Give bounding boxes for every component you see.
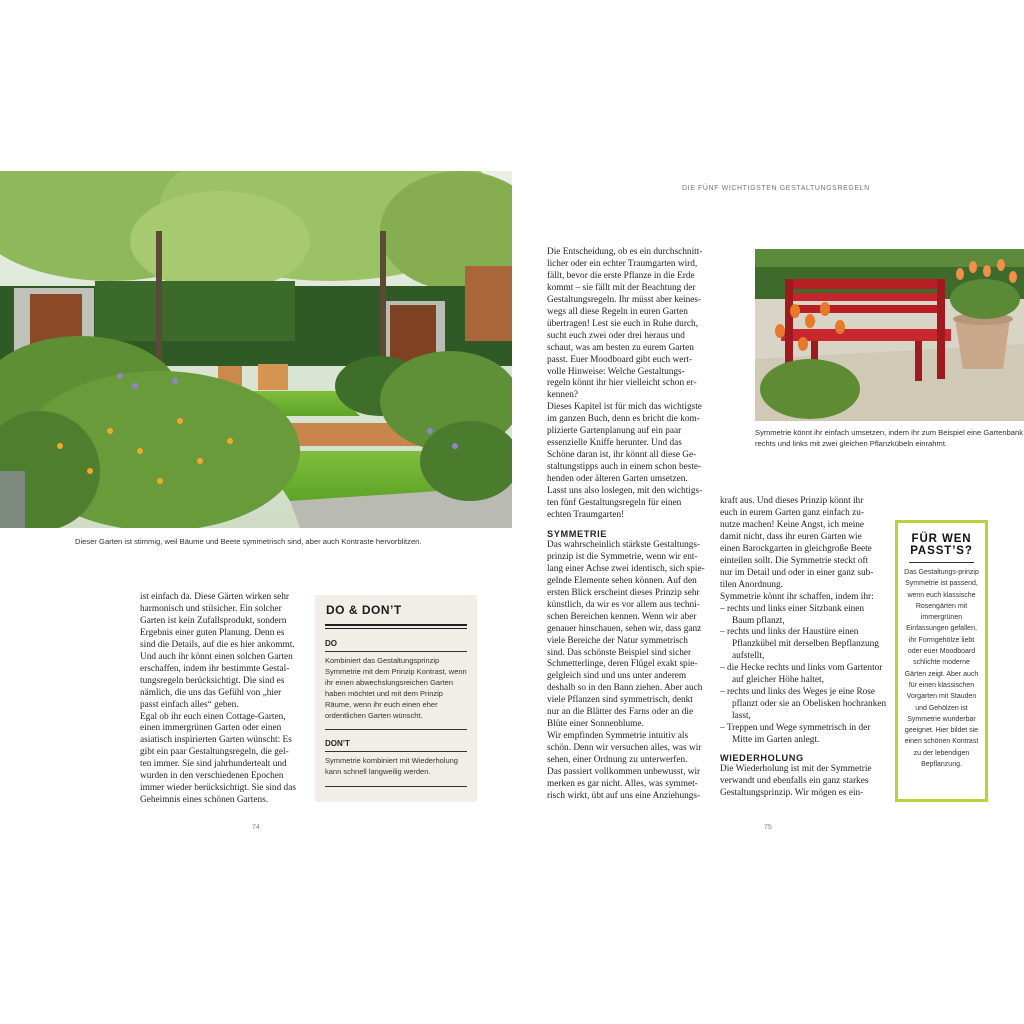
text-line: künstlich, da wir es vor allem aus techni-: [547, 599, 700, 610]
text-line: gibt ein paar Gestaltungsregeln, die gel-: [140, 747, 289, 758]
text-line: einen immergrünen Garten oder einen: [140, 723, 282, 734]
text-line: kennen?: [547, 390, 578, 401]
text-line: sind. Das schönste Beispiel sind sicher: [547, 647, 692, 658]
divider: [325, 628, 467, 629]
text-line: kommt – sie fällt mit der Beachtung der: [547, 282, 696, 293]
text-line: asiatisch inspirierten Garten wünscht: Es: [140, 735, 292, 746]
text-line: risch wirkt, übt auf uns eine Anziehungs-: [547, 790, 701, 801]
text-line: Die Entscheidung, ob es ein durchschnitt-: [547, 247, 703, 257]
text-line: volle Hinweise: Welche Gestaltungs-: [547, 366, 685, 377]
do-label: DO: [325, 639, 337, 648]
text-line: übertragen! Lest sie euch in Ruhe durch,: [547, 318, 699, 329]
fuer-wen-title-1: FÜR WEN: [911, 533, 972, 545]
left-body-text: [140, 592, 305, 807]
text-line: gelnde Elemente sehen können. Auf den: [547, 575, 697, 586]
page-number-right: 75: [764, 824, 772, 831]
text-line: fällt, bevor die erste Pflanze in die Erde: [547, 270, 695, 281]
text-line: kraft aus. Und dieses Prinzip könnt ihr: [720, 496, 864, 506]
text-line: nämlich, die uns das Gefühl von „hier: [140, 687, 282, 698]
text-line: ist einfach da. Diese Gärten wirken sehr: [140, 592, 289, 602]
text-line: damit nicht, dass ihr euren Garten wie: [720, 531, 862, 542]
do-dont-box: [315, 595, 477, 802]
photo-caption-left: Dieser Garten ist stimmig, weil Bäume und Beete symmetrisch sind, aber auch Kontraste hervorblitzen.: [75, 537, 422, 546]
text-line: Das wahrscheinlich stärkste Gestaltungs-: [547, 539, 701, 550]
divider: [909, 562, 974, 563]
list-item: – Treppen und Wege symmetrisch in der Mitte im Garten anlegt.: [720, 723, 887, 747]
list-item: – die Hecke rechts und links vom Gartentor auf gleicher Höhe haltet,: [720, 663, 887, 687]
text-line: Die Wiederholung ist mit der Symmetrie: [720, 764, 872, 775]
text-line: Schöne daran ist, ihr könnt all diese Ge-: [547, 450, 697, 461]
divider: [325, 651, 467, 652]
text-line: schaut, was am besten zu eurem Garten: [547, 342, 694, 353]
text-line: ten fünf Gestaltungsregeln für einen: [547, 498, 682, 509]
text-line: sucht euch zwei oder drei heraus und: [547, 330, 685, 341]
text-line: Ergebnis einer guten Planung. Denn es: [140, 627, 285, 638]
text-line: staltungstipps auch in einem schon beste-: [547, 462, 702, 473]
text-line: deshalb so in den Bann ziehen. Aber auch: [547, 683, 703, 694]
text-line: plizierte Gartenplanung auf ein paar: [547, 426, 682, 437]
text-line: Symmetrie könnt ihr schaffen, indem ihr:: [720, 591, 874, 602]
text-line: prinzip ist die Symmetrie, wenn wir ent-: [547, 551, 698, 562]
text-line: Dieses Kapitel ist für mich das wichtigste: [547, 402, 702, 413]
text-line: sehen, einer Ordnung zu unterwerfen.: [547, 755, 688, 766]
text-line: Gestaltungsregeln. Ihr müsst aber keines-: [547, 294, 702, 305]
text-line: merken es gar nicht. Alles, was symmet-: [547, 778, 698, 789]
text-line: immer wieder berücksichtigt. Sie sind das: [140, 783, 296, 794]
text-line: wurden in den verschiedenen Epochen: [140, 771, 284, 782]
text-line: erschaffen, indem ihr bestimmte Gestal-: [140, 663, 290, 674]
text-line: echten Traumgarten!: [547, 509, 625, 520]
text-line: nur im Detail und oder in einer ganz sub-: [720, 567, 874, 578]
fuer-wen-title-2: PASST’S?: [910, 545, 973, 557]
text-line: einen Barockgarten in gleichgroße Beete: [720, 543, 872, 554]
text-line: Lasst uns also loslegen, mit den wichtigs-: [547, 486, 703, 497]
text-line: schen Bereichen kennen. Wenn wir aber: [547, 611, 697, 622]
text-line: passt. Euer Moodboard gibt euch wert-: [547, 354, 693, 365]
text-line: sind die Details, auf die es hier ankommt.: [140, 639, 295, 650]
divider: [325, 729, 467, 730]
text-line: wegs all diese Regeln in euren Garten: [547, 306, 688, 317]
text-line: essenzielle Kniffe herunter. Und das: [547, 438, 682, 449]
dont-label: DON’T: [325, 739, 350, 749]
text-line: henden oder älteren Garten umsetzen.: [547, 474, 688, 485]
text-line: im ganzen Buch, denn es bricht die kom-: [547, 414, 700, 425]
text-line: Geheimnis eines schönen Gartens.: [140, 795, 269, 806]
page-number-left: 74: [252, 824, 260, 831]
text-line: viele Pflanzen sind symmetrisch, denkt: [547, 695, 693, 706]
text-line: ten immer. Sie sind jahrhundertealt und: [140, 759, 287, 770]
do-text: Kombiniert das Gestaltungsprinzip Symmetrie mit dem Prinzip Kontrast, wenn ihr einen abwechslungsreichen Garten haben möchtet und mit dem Prinzip Räume, wenn ihr euch einen eher ordentlichen Garten wünscht.: [325, 656, 467, 720]
fuer-wen-box: [895, 520, 988, 802]
text-line: Gestaltungsprinzip. Wir mögen es ein-: [720, 787, 864, 798]
list-item: – rechts und links einer Sitzbank einen Baum pflanzt,: [720, 604, 887, 628]
text-line: regeln könnt ihr hier vielleicht schon er-: [547, 378, 697, 389]
text-line: nur an die Blätter des Farns oder an die: [547, 707, 694, 718]
divider: [325, 786, 467, 787]
text-line: Schmetterlinge, deren Flügel exakt spie-: [547, 659, 698, 670]
dont-text: Symmetrie kombiniert mit Wiederholung kann schnell langweilig werden.: [325, 756, 458, 777]
divider: [325, 751, 467, 752]
text-line: Und auch ihr könnt einen solchen Garten: [140, 651, 293, 662]
heading-wiederholung: WIEDERHOLUNG: [720, 753, 804, 764]
text-line: nutze machen! Keine Angst, ich meine: [720, 519, 865, 530]
text-line: Das passiert vollkommen unbewusst, wir: [547, 767, 701, 778]
symmetry-list: [720, 604, 887, 747]
text-line: gelgleich sind und uns unter anderem: [547, 671, 687, 682]
do-dont-title: DO & DON’T: [326, 603, 402, 617]
text-line: licher oder ein echter Traumgarten wird,: [547, 258, 698, 269]
text-line: harmonisch und stilsicher. Ein solcher: [140, 603, 282, 614]
text-line: Egal ob ihr euch einen Cottage-Garten,: [140, 711, 286, 722]
text-line: ersten Blick erscheint dieses Prinzip sehr: [547, 587, 700, 598]
text-line: Garten ist kein Zufallsprodukt, sondern: [140, 615, 287, 626]
text-line: schön. Denn wir versuchen alles, was wir: [547, 743, 702, 754]
bench-photo: [755, 249, 1024, 421]
garden-photo: [0, 171, 512, 528]
text-line: genauer hinschauen, sehen wir, dass ganz: [547, 623, 702, 634]
text-line: verwandt und ebenfalls ein ganz starkes: [720, 775, 869, 786]
fuer-wen-text: Das Gestaltungs-prinzip Symmetrie ist passend, wenn euch klassische Rosengärten mit immergrünen Einfassungen gefallen, ihr Formgehölze liebt oder euer Moodboard schlichte moderne Gärten zeigt. Aber auch für einen klassischen Vorgarten mit Stauden und Gehölzen ist Symmetrie wunderbar geeignet. Hier bildet sie einen schönen Kontrast zu der lebendigen Bepflanzung.: [904, 569, 979, 769]
text-line: passt einfach alles“ geben.: [140, 699, 239, 710]
right-col2-text: [720, 496, 887, 800]
heading-symmetrie: SYMMETRIE: [547, 528, 608, 539]
running-head: DIE FÜNF WICHTIGSTEN GESTALTUNGSREGELN: [682, 185, 870, 192]
text-line: einteilen sollt. Die Symmetrie steckt oft: [720, 555, 869, 566]
list-item: – rechts und links der Haustüre einen Pflanzkübel mit derselben Bepflanzung aufstellt,: [720, 627, 887, 663]
text-line: lang einer Achse zwei identisch, sich spie-: [547, 563, 705, 574]
photo-caption-right: Symmetrie könnt ihr einfach umsetzen, indem ihr zum Beispiel eine Gartenbank rechts und links mit zwei gleichen Pflanzkübeln einrahmt.: [755, 428, 1024, 448]
list-item: – rechts und links des Weges je eine Rose pflanzt oder sie an Obelisken hochranken lasst,: [720, 687, 887, 723]
text-line: viele Bereiche der Natur symmetrisch: [547, 635, 688, 646]
right-col1-text: [547, 247, 709, 803]
divider: [325, 624, 467, 626]
text-line: euch in eurem Garten ganz einfach zu-: [720, 507, 865, 518]
text-line: Wir empfinden Symmetrie intuitiv als: [547, 731, 689, 742]
text-line: tungsregeln berücksichtigt. Die sind es: [140, 675, 285, 686]
text-line: Blüte einer Sonnenblume.: [547, 719, 644, 730]
text-line: tilen Anordnung.: [720, 579, 784, 590]
